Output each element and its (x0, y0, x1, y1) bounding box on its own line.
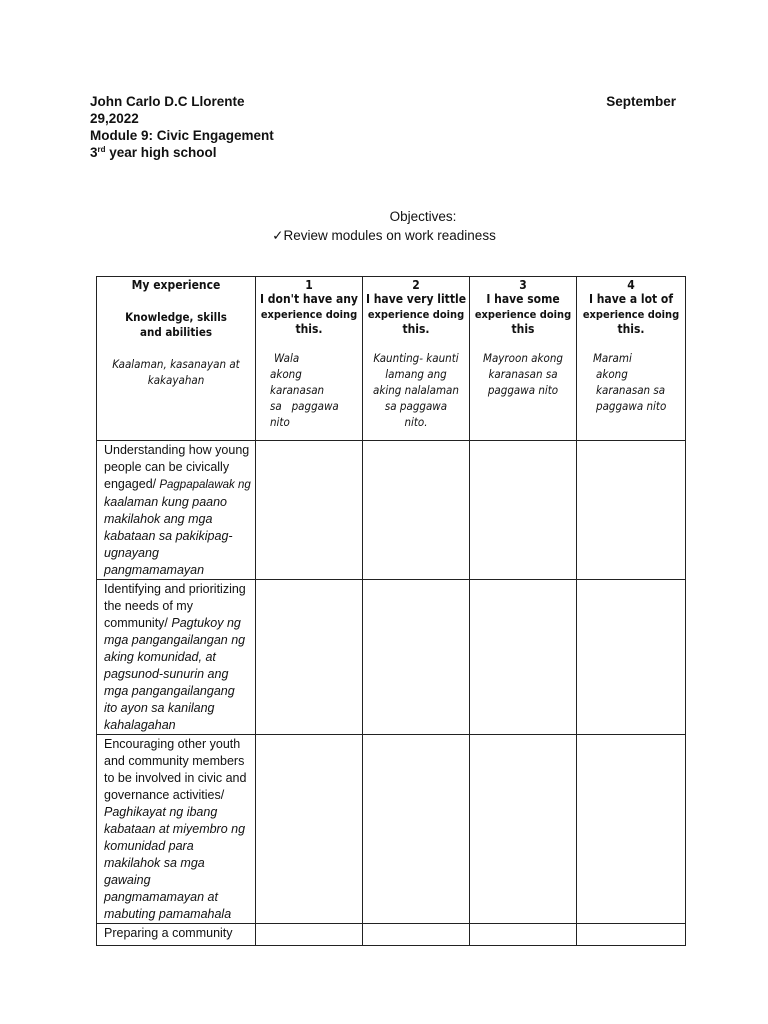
row-tagalog-text: kaalaman kung paano makilahok ang mga kabataan sa pakikipag-ugnayang pangmamamayan (104, 495, 233, 577)
rating-line2: experience doing (367, 308, 465, 321)
tagalog-line: karanasan sa (488, 367, 558, 381)
row-english-text: Preparing a community (104, 926, 233, 940)
rating-line3: this. (402, 322, 430, 336)
table-row (97, 735, 686, 924)
rating-line1: I don't have any (260, 292, 358, 306)
table-row (97, 580, 686, 735)
row-tagalog-text: Paghikayat ng ibang kabataan at miyembro ng komunidad para makilahok sa mga gawaing pangmamamayan at mabuting pamamahala (104, 805, 246, 921)
rating-line2: experience doing (260, 308, 358, 321)
row-english-text: Encouraging other youth and community members to be involved in civic and governance activities/ (104, 737, 247, 802)
document-header (90, 93, 676, 161)
objectives-title: Objectives: (389, 209, 457, 224)
tagalog-line: Marami (593, 351, 632, 365)
tagalog-line: paggawa nito (487, 383, 559, 397)
rating-cell-4[interactable] (577, 735, 686, 924)
tagalog-line: Kaunting- kaunti (373, 351, 459, 365)
header-cell-my-experience (97, 277, 256, 441)
rating-line2: experience doing (582, 308, 680, 321)
date-month: September (606, 94, 676, 109)
rating-cell-3[interactable] (470, 924, 577, 946)
header-name-line (90, 93, 676, 110)
date-rest: 29,2022 (90, 111, 139, 126)
rating-line1: I have very little (365, 292, 467, 306)
rating-number: 2 (412, 278, 420, 292)
tagalog-line: nito (270, 415, 290, 429)
rating-cell-4[interactable] (577, 580, 686, 735)
tagalog-line: lamang ang (385, 367, 447, 381)
rating-line1: I have a lot of (588, 292, 674, 306)
rating-line1: I have some (486, 292, 560, 306)
year-level (90, 144, 676, 161)
tagalog-line: aking nalalaman (373, 383, 459, 397)
year-rest: year high school (105, 145, 217, 160)
rating-number: 3 (519, 278, 527, 292)
student-name: John Carlo D.C Llorente (90, 94, 245, 109)
rating-cell-3[interactable] (470, 735, 577, 924)
rating-tagalog (470, 350, 576, 398)
rating-tagalog (577, 350, 685, 414)
rating-number: 4 (627, 278, 635, 292)
tagalog-line: Mayroon akong (483, 351, 563, 365)
rating-cell-1[interactable] (256, 580, 363, 735)
tagalog-line: akong (596, 367, 628, 381)
knowledge-skills-label: Knowledge, skills and abilities (125, 310, 227, 339)
rating-line3: this. (295, 322, 323, 336)
rating-cell-2[interactable] (363, 735, 470, 924)
row-label-cell (97, 735, 256, 924)
rating-tagalog (363, 350, 469, 430)
row-tagalog-lead: Pagpapalawak ng (156, 479, 251, 491)
experience-table (96, 276, 686, 946)
module-title: Module 9: Civic Engagement (90, 128, 274, 143)
row-label-cell (97, 580, 256, 735)
table-row (97, 441, 686, 580)
table-row (97, 924, 686, 946)
rating-line3: this. (617, 322, 645, 336)
my-experience-title: My experience (131, 278, 221, 292)
rating-cell-2[interactable] (363, 580, 470, 735)
row-tagalog-lead: Pagtukoy ng (167, 616, 241, 630)
rating-cell-4[interactable] (577, 441, 686, 580)
rating-cell-3[interactable] (470, 441, 577, 580)
rating-number: 1 (305, 278, 313, 292)
row-english-text: Understanding how young people can be civically engaged/ (104, 443, 250, 491)
year-superscript: rd (97, 145, 106, 154)
tagalog-line: karanasan sa (596, 383, 666, 397)
rating-cell-3[interactable] (470, 580, 577, 735)
rating-tagalog (256, 350, 362, 430)
tagalog-line: karanasan (270, 383, 325, 397)
rating-cell-1[interactable] (256, 924, 363, 946)
kaalaman-label: Kaalaman, kasanayan at kakayahan (112, 357, 240, 387)
tagalog-line: nito. (404, 415, 428, 429)
rating-cell-1[interactable] (256, 735, 363, 924)
header-cell-rating-1 (256, 277, 363, 441)
objectives-section (0, 207, 768, 245)
header-cell-rating-4 (577, 277, 686, 441)
tagalog-line: sa paggawa (270, 399, 339, 413)
rating-cell-2[interactable] (363, 924, 470, 946)
row-label-cell (97, 441, 256, 580)
rating-cell-4[interactable] (577, 924, 686, 946)
table-header-row (97, 277, 686, 441)
tagalog-line: paggawa nito (596, 399, 667, 413)
rating-line3: this (511, 322, 535, 336)
rating-cell-2[interactable] (363, 441, 470, 580)
row-english-text: Identifying and prioritizing the needs of my community/ (104, 582, 246, 630)
header-cell-rating-3 (470, 277, 577, 441)
row-label-cell (97, 924, 256, 946)
objective-item: ✓Review modules on work readiness (272, 228, 496, 243)
tagalog-line: sa paggawa (384, 399, 448, 413)
rating-cell-1[interactable] (256, 441, 363, 580)
year-number: 3 (90, 145, 98, 160)
tagalog-line: Wala (274, 351, 300, 365)
tagalog-line: akong (270, 367, 302, 381)
rating-line2: experience doing (474, 308, 572, 321)
row-tagalog-text: mga pangangailangan ng aking komunidad, at pagsunod-sunurin ang mga pangangailangang ito ayon sa kanilang kahalagahan (104, 633, 246, 732)
header-cell-rating-2 (363, 277, 470, 441)
